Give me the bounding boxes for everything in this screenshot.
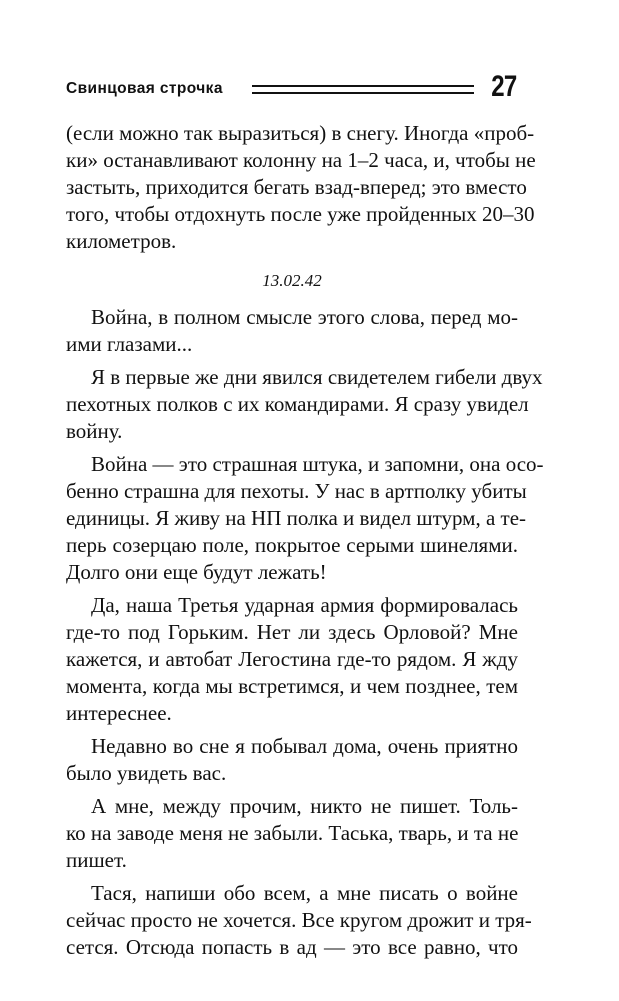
text-line: где-то под Горьким. Нет ли здесь Орловой? Мне [66, 620, 518, 644]
paragraph [66, 364, 543, 445]
paragraph [66, 451, 544, 586]
text-line: войну. [66, 419, 123, 443]
text-line: кажется, и автобат Легостина где-то рядом. Я жду [66, 647, 518, 671]
text-line: Война, в полном смысле этого слова, перед мо- [91, 305, 518, 329]
text-line: Война — это страшная штука, и запомни, она осо- [91, 452, 544, 476]
text-line: пехотных полков с их командирами. Я сразу увидел [66, 392, 529, 416]
text-line: Тася, напиши обо всем, а мне писать о войне [91, 881, 518, 905]
text-line: (если можно так выразиться) в снегу. Иногда «проб- [66, 121, 535, 145]
text-line: застыть, приходится бегать взад-вперед; это вместо [66, 175, 527, 199]
page-number: 27 [490, 70, 516, 103]
lead-paragraph [66, 120, 536, 255]
text-line: бенно страшна для пехоты. У нас в артполку убиты [66, 479, 527, 503]
text-line: единицы. Я живу на НП полка и видел штурм, а те- [66, 506, 527, 530]
running-header [66, 70, 516, 112]
text-line: момента, когда мы встретимся, и чем позднее, тем [66, 674, 518, 698]
text-line: А мне, между прочим, никто не пишет. Толь- [91, 794, 518, 818]
text-line: того, чтобы отдохнуть после уже пройденных 20–30 [66, 202, 535, 226]
text-line: километров. [66, 229, 177, 253]
text-line: сется. Отсюда попасть в ад — это все равно, что [66, 935, 518, 959]
page-text [66, 120, 544, 961]
text-line: перь созерцаю поле, покрытое серыми шинелями. [66, 533, 518, 557]
paragraph [66, 304, 518, 358]
header-double-rule [252, 85, 474, 94]
paragraph [66, 880, 532, 961]
text-line: пишет. [66, 848, 127, 872]
text-line: сейчас просто не хочется. Все кругом дрожит и тря- [66, 908, 532, 932]
text-line: ки» останавливают колонну на 1–2 часа, и, чтобы не [66, 148, 536, 172]
text-line: Долго они еще будут лежать! [66, 560, 327, 584]
text-line: ими глазами... [66, 332, 193, 356]
text-line: Недавно во сне я побывал дома, очень приятно [91, 734, 518, 758]
running-title: Свинцовая строчка [66, 80, 223, 97]
paragraph [66, 733, 518, 787]
text-line: интереснее. [66, 701, 172, 725]
text-line: Да, наша Третья ударная армия формировалась [91, 593, 518, 617]
entry-date: 13.02.42 [262, 271, 322, 290]
paragraph [66, 592, 518, 727]
text-line: было увидеть вас. [66, 761, 227, 785]
text-line: Я в первые же дни явился свидетелем гибели двух [91, 365, 543, 389]
paragraph [66, 793, 518, 874]
text-line: ко на заводе меня не забыли. Таська, тварь, и та не [66, 821, 519, 845]
